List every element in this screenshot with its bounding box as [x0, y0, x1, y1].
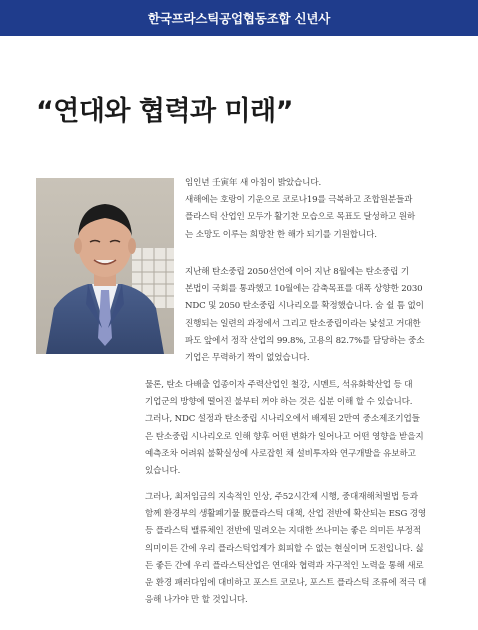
- text-line: 는 소망도 이루는 희망찬 한 해가 되기를 기원합니다.: [185, 229, 377, 240]
- headline: “연대와 협력과 미래”: [36, 96, 293, 127]
- text-line: 의미이든 간에 우리 플라스틱업계가 회피할 수 없는 현실이며 도전입니다. 싫: [145, 543, 424, 554]
- text-line: NDC 및 2050 탄소중립 시나리오를 확정했습니다. 숨 쉴 틈 없이: [185, 301, 424, 312]
- text-line: 본법이 국회를 통과했고 10월에는 감축목표를 대폭 상향한 2030: [185, 284, 423, 295]
- paragraph-greeting: [185, 175, 415, 244]
- text-line: 있습니다.: [145, 465, 181, 476]
- text-line: 그러나, NDC 설정과 탄소중립 시나리오에서 배제된 2만여 중소제조기업들: [145, 414, 420, 425]
- portrait-illustration: [36, 178, 174, 354]
- text-line: 진행되는 일련의 과정에서 그리고 탄소중립이라는 낯설고 거대한: [185, 318, 421, 329]
- text-line: 파도 앞에서 정작 산업의 99.8%, 고용의 82.7%를 담당하는 중소: [185, 335, 425, 346]
- paragraph-carbon-neutral: [185, 264, 424, 367]
- text-line: 기업은 무력하기 짝이 없었습니다.: [185, 352, 310, 363]
- header-title: 한국프라스틱공업협동조합 신년사: [147, 11, 331, 26]
- text-line: 플라스틱 산업인 모두가 활기찬 모습으로 목표도 달성하고 원하: [185, 212, 416, 223]
- text-line: 물론, 탄소 다배출 업종이자 주력산업인 철강, 시멘트, 석유화학산업 등 대: [145, 380, 413, 390]
- text-line: 운 환경 패러다임에 대비하고 포스트 코로나, 포스트 플라스틱 조류에 적극 대: [145, 577, 427, 588]
- text-line: 지난해 탄소중립 2050선언에 이어 지난 8월에는 탄소중립 기: [185, 267, 409, 277]
- text-line: 임인년 壬寅年 새 아침이 밝았습니다.: [185, 178, 322, 188]
- text-line: 새해에는 호랑이 기운으로 코로나19를 극복하고 조합원분들과: [185, 195, 413, 206]
- text-line: 든 좋든 간에 우리 플라스틱산업은 연대와 협력과 자구적인 노력을 통해 새로: [145, 560, 424, 571]
- paragraph-sme-uncertainty: [145, 377, 424, 480]
- text-line: 등 플라스틱 밸류체인 전반에 밀려오는 지대한 쓰나미는 좋은 의미든 부정적: [145, 526, 421, 537]
- text-line: 기업군의 방향에 떨어진 불부터 꺼야 하는 것은 십분 이해 할 수 있습니다.: [145, 397, 413, 408]
- paragraph-challenge: [145, 489, 426, 609]
- text-line: 은 탄소중립 시나리오로 인해 향후 어떤 변화가 일어나고 어떤 영향을 받을지: [145, 431, 424, 442]
- portrait-photo: [36, 178, 174, 354]
- text-line: 예측조차 어려워 불확실성에 사로잡힌 채 설비투자와 연구개발을 유보하고: [145, 448, 416, 459]
- text-line: 그러나, 최저임금의 지속적인 인상, 주52시간제 시행, 중대재해처벌법 등과: [145, 492, 418, 502]
- header-bar: [0, 0, 478, 36]
- text-line: 함께 환경부의 생활폐기물 脫플라스틱 대책, 산업 전반에 확산되는 ESG 경영: [145, 509, 427, 520]
- text-line: 응해 나가야 만 할 것입니다.: [145, 595, 248, 606]
